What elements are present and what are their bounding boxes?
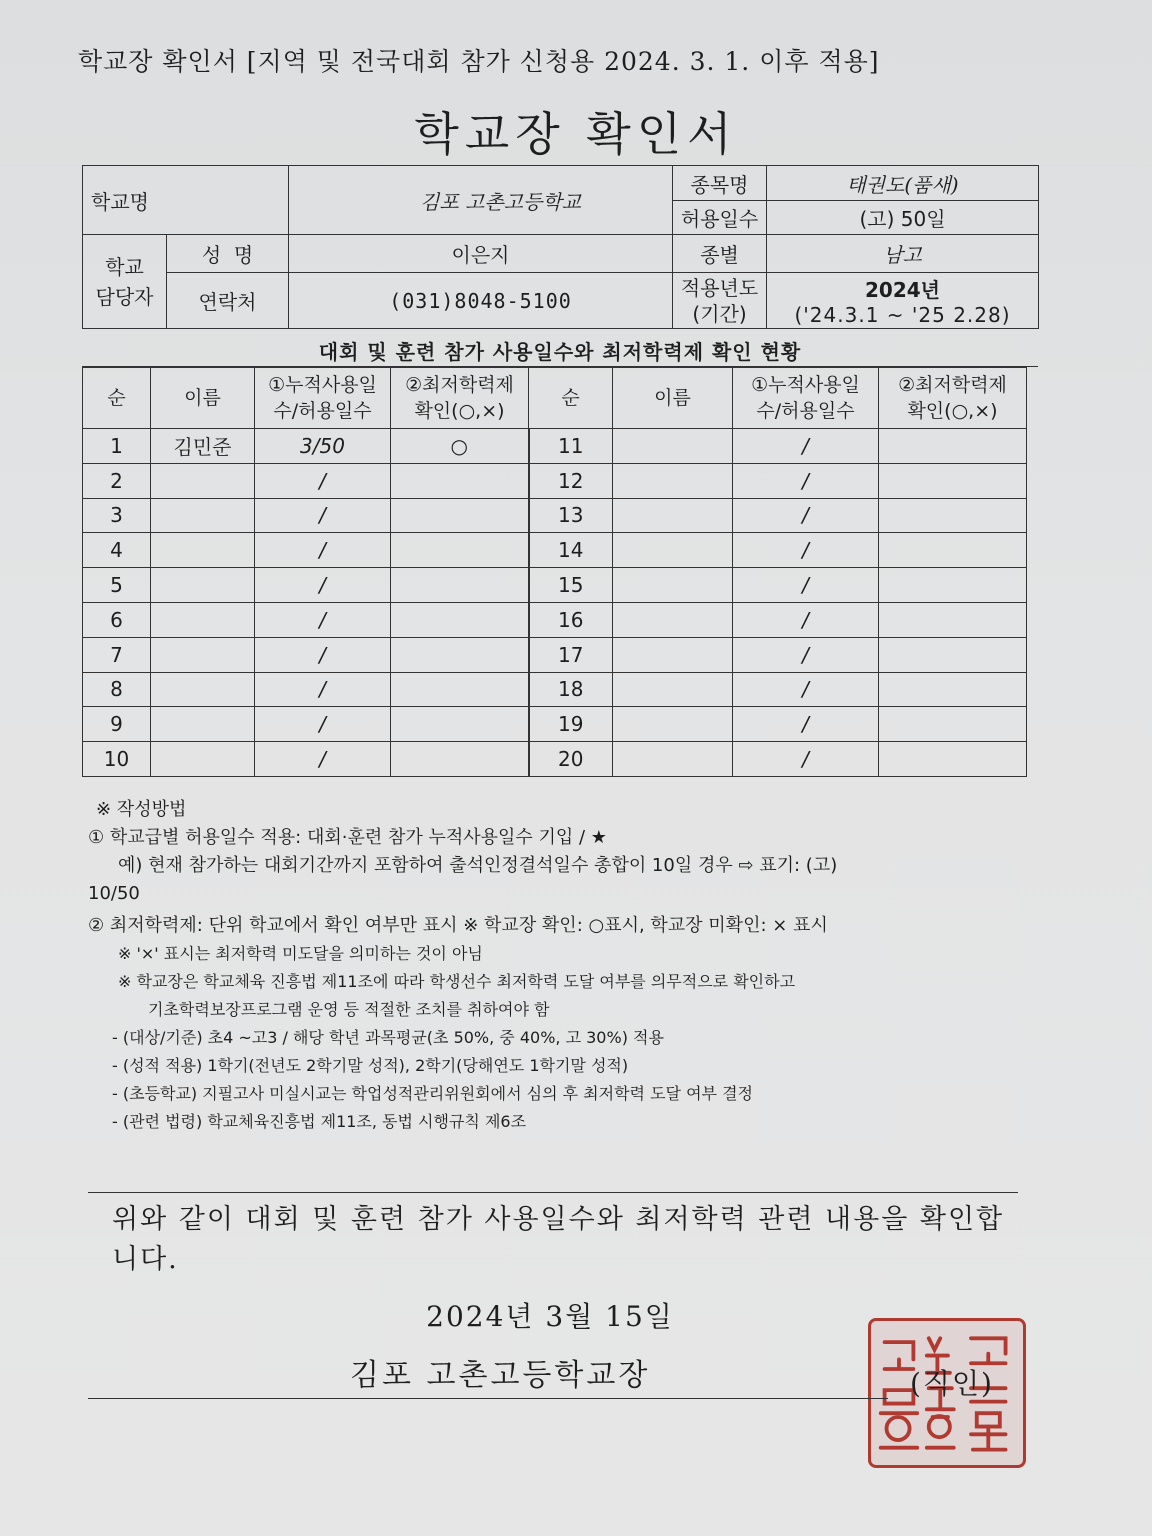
instructions bbox=[88, 796, 1028, 1136]
col-header-name: 이름 bbox=[151, 368, 255, 429]
col-header-check: ②최저학력제 확인(○,×) bbox=[391, 368, 529, 429]
roster-check bbox=[391, 463, 529, 498]
table-row bbox=[83, 533, 1027, 568]
table-row bbox=[83, 463, 1027, 498]
roster-check bbox=[391, 707, 529, 742]
year-cell bbox=[767, 273, 1039, 329]
roster-days: / bbox=[733, 672, 879, 707]
roster-days: / bbox=[733, 707, 879, 742]
detail-1: - (대상/기준) 초4 ~고3 / 해당 학년 과목평균(초 50%, 중 40%, 고 30%) 적용 bbox=[112, 1028, 664, 1047]
note-1: ① 학교급별 허용일수 적용: 대회·훈련 참가 누적사용일수 기입 / ★ bbox=[88, 827, 607, 848]
roster-check bbox=[391, 533, 529, 568]
col-header-no: 순 bbox=[83, 368, 151, 429]
divider-bottom bbox=[88, 1398, 888, 1399]
roster-no: 4 bbox=[83, 533, 151, 568]
roster-days: / bbox=[255, 707, 391, 742]
roster-no: 15 bbox=[529, 568, 613, 603]
roster-name bbox=[151, 602, 255, 637]
roster-check bbox=[391, 498, 529, 533]
roster-no: 14 bbox=[529, 533, 613, 568]
year-label: 적용년도 (기간) bbox=[673, 273, 767, 329]
roster-name bbox=[613, 602, 733, 637]
roster-no: 18 bbox=[529, 672, 613, 707]
roster-name bbox=[151, 707, 255, 742]
roster-no: 2 bbox=[83, 463, 151, 498]
sport-name-value: 태권도(품새) bbox=[767, 166, 1039, 201]
divider-top bbox=[88, 1192, 1018, 1193]
roster-no: 9 bbox=[83, 707, 151, 742]
roster-check bbox=[879, 672, 1027, 707]
detail-3: - (초등학교) 지필고사 미실시교는 학업성적관리위원회에서 심의 후 최저학력 도달 여부 결정 bbox=[112, 1084, 753, 1103]
roster-name bbox=[613, 429, 733, 464]
roster-check bbox=[391, 742, 529, 777]
issue-date: 2024년 3월 15일 bbox=[426, 1300, 674, 1333]
form-caption: 학교장 확인서 [지역 및 전국대회 참가 신청용 2024. 3. 1. 이후 적용] bbox=[78, 47, 880, 76]
contact-label: 연락처 bbox=[167, 273, 289, 329]
table-row bbox=[83, 637, 1027, 672]
roster-check bbox=[879, 707, 1027, 742]
table-row bbox=[83, 568, 1027, 603]
detail-4: - (관련 법령) 학교체육진흥법 제11조, 동법 시행규칙 제6조 bbox=[112, 1112, 527, 1131]
roster-check bbox=[879, 568, 1027, 603]
roster-no: 11 bbox=[529, 429, 613, 464]
roster-name bbox=[151, 742, 255, 777]
roster-name bbox=[151, 463, 255, 498]
table-row bbox=[83, 602, 1027, 637]
roster-days: / bbox=[255, 602, 391, 637]
note-2-a: ※ '×' 표시는 최저학력 미도달을 의미하는 것이 아님 bbox=[118, 944, 483, 963]
note-2-b: ※ 학교장은 학교체육 진흥법 제11조에 따라 학생선수 최저학력 도달 여부를 의무적으로 확인하고 bbox=[118, 972, 796, 991]
roster-name bbox=[613, 568, 733, 603]
roster-days: / bbox=[733, 533, 879, 568]
roster-days: / bbox=[255, 498, 391, 533]
roster-check bbox=[391, 602, 529, 637]
roster-name bbox=[613, 742, 733, 777]
name-label: 성 명 bbox=[167, 235, 289, 273]
col-header-check-2: ②최저학력제 확인(○,×) bbox=[879, 368, 1027, 429]
roster-days: / bbox=[733, 498, 879, 533]
roster-table bbox=[82, 367, 1027, 777]
roster-no: 17 bbox=[529, 637, 613, 672]
category-value: 남고 bbox=[767, 235, 1039, 273]
roster-no: 5 bbox=[83, 568, 151, 603]
manager-label: 학교 담당자 bbox=[83, 235, 167, 329]
note-1-example-cont: 10/50 bbox=[88, 883, 140, 904]
roster-name bbox=[613, 707, 733, 742]
roster-name bbox=[151, 672, 255, 707]
category-label: 종별 bbox=[673, 235, 767, 273]
col-header-name-2: 이름 bbox=[613, 368, 733, 429]
notes-heading: ※ 작성방법 bbox=[96, 799, 187, 820]
year-value: 2024년 bbox=[865, 278, 940, 302]
roster-name bbox=[613, 463, 733, 498]
name-value: 이은지 bbox=[289, 235, 673, 273]
roster-check bbox=[879, 498, 1027, 533]
sport-name-label: 종목명 bbox=[673, 166, 767, 201]
table-row bbox=[83, 498, 1027, 533]
roster-days: / bbox=[255, 672, 391, 707]
roster-days: 3/50 bbox=[255, 429, 391, 464]
roster-check bbox=[391, 672, 529, 707]
roster-check bbox=[879, 429, 1027, 464]
roster-check bbox=[879, 602, 1027, 637]
detail-2: - (성적 적용) 1학기(전년도 2학기말 성적), 2학기(당해연도 1학기말 성적) bbox=[112, 1056, 629, 1075]
principal-name: 김포 고촌고등학교장 bbox=[350, 1358, 651, 1393]
roster-check bbox=[391, 568, 529, 603]
contact-value: (031)8048-5100 bbox=[289, 273, 673, 329]
roster-no: 1 bbox=[83, 429, 151, 464]
roster-no: 12 bbox=[529, 463, 613, 498]
roster-days: / bbox=[255, 533, 391, 568]
note-2: ② 최저학력제: 단위 학교에서 확인 여부만 표시 ※ 학교장 확인: ○표시, 학교장 미확인: × 표시 bbox=[88, 915, 828, 936]
roster-name bbox=[613, 672, 733, 707]
roster-name bbox=[151, 533, 255, 568]
roster-check bbox=[879, 742, 1027, 777]
note-1-example: 예) 현재 참가하는 대회기간까지 포함하여 출석인정결석일수 총합이 10일 경우 ⇨ 표기: (고) bbox=[118, 855, 838, 876]
roster-check: ○ bbox=[391, 429, 529, 464]
roster-days: / bbox=[733, 637, 879, 672]
col-header-days-2: ①누적사용일 수/허용일수 bbox=[733, 368, 879, 429]
roster-no: 8 bbox=[83, 672, 151, 707]
section-title: 대회 및 훈련 참가 사용일수와 최저학력제 확인 현황 bbox=[82, 336, 1038, 367]
roster-name bbox=[613, 533, 733, 568]
roster-no: 6 bbox=[83, 602, 151, 637]
roster-days: / bbox=[733, 429, 879, 464]
roster-no: 16 bbox=[529, 602, 613, 637]
table-row bbox=[83, 707, 1027, 742]
roster-days: / bbox=[733, 463, 879, 498]
school-name-label: 학교명 bbox=[83, 166, 289, 235]
roster-days: / bbox=[255, 637, 391, 672]
table-row bbox=[83, 429, 1027, 464]
roster-no: 3 bbox=[83, 498, 151, 533]
col-header-days: ①누적사용일 수/허용일수 bbox=[255, 368, 391, 429]
roster-no: 19 bbox=[529, 707, 613, 742]
table-row bbox=[83, 742, 1027, 777]
roster-check bbox=[879, 463, 1027, 498]
roster-days: / bbox=[255, 742, 391, 777]
roster-name: 김민준 bbox=[151, 429, 255, 464]
roster-days: / bbox=[255, 463, 391, 498]
roster-name bbox=[151, 498, 255, 533]
roster-check bbox=[879, 533, 1027, 568]
roster-no: 20 bbox=[529, 742, 613, 777]
allowed-days-label: 허용일수 bbox=[673, 201, 767, 235]
roster-no: 7 bbox=[83, 637, 151, 672]
roster-check bbox=[879, 637, 1027, 672]
roster-days: / bbox=[255, 568, 391, 603]
roster-days: / bbox=[733, 742, 879, 777]
col-header-no-2: 순 bbox=[529, 368, 613, 429]
seal-label: (직인) bbox=[910, 1367, 994, 1400]
page-title: 학교장 확인서 bbox=[414, 107, 738, 161]
period-value: ('24.3.1 ~ '25 2.28) bbox=[794, 303, 1011, 327]
allowed-days-value: (고) 50일 bbox=[767, 201, 1039, 235]
roster-name bbox=[151, 568, 255, 603]
info-grid bbox=[82, 165, 1039, 329]
roster-name bbox=[613, 637, 733, 672]
roster-days: / bbox=[733, 602, 879, 637]
note-2-b-cont: 기초학력보장프로그램 운영 등 적절한 조치를 취하여야 함 bbox=[148, 1000, 550, 1019]
school-name-value: 김포 고촌고등학교 bbox=[289, 166, 673, 235]
roster-name bbox=[151, 637, 255, 672]
roster-no: 10 bbox=[83, 742, 151, 777]
roster-days: / bbox=[733, 568, 879, 603]
confirm-statement: 위와 같이 대회 및 훈련 참가 사용일수와 최저학력 관련 내용을 확인합니다. bbox=[112, 1204, 1005, 1275]
roster-name bbox=[613, 498, 733, 533]
table-row bbox=[83, 672, 1027, 707]
roster-check bbox=[391, 637, 529, 672]
roster-no: 13 bbox=[529, 498, 613, 533]
